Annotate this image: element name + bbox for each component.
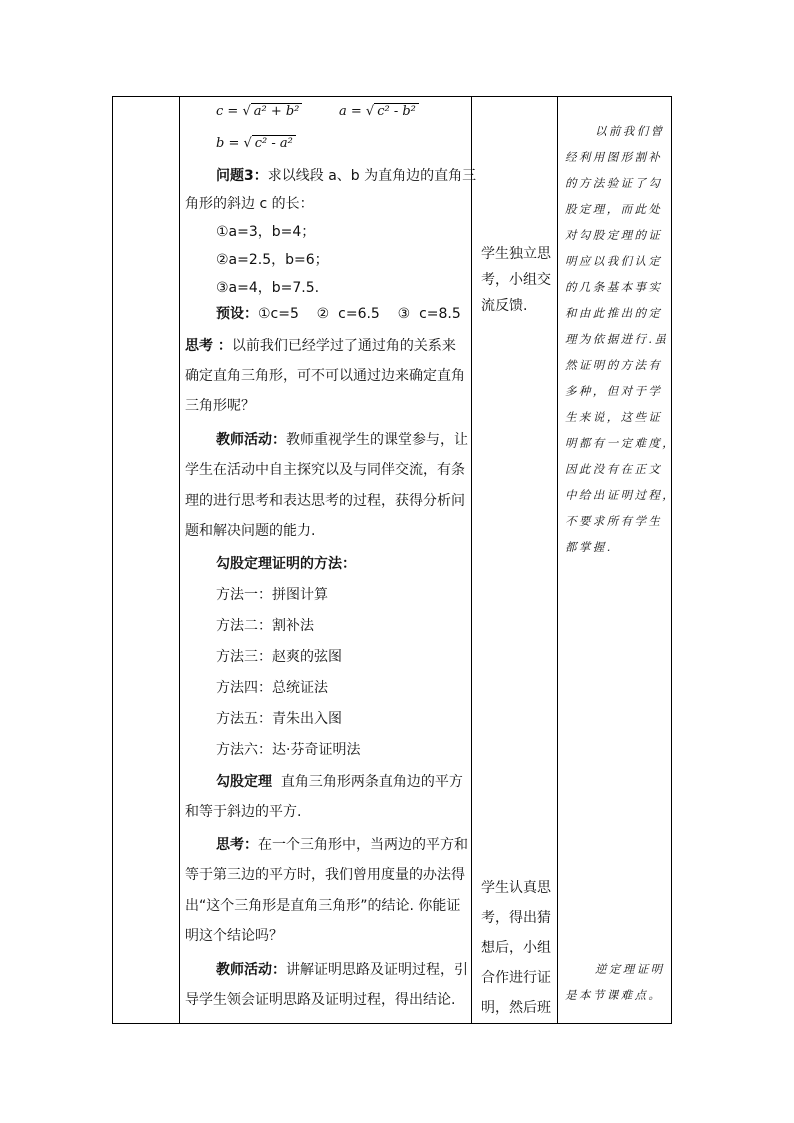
note1-line: 理为依据进行.虽 [565, 332, 669, 346]
note1-line: 股定理，而此处 [565, 202, 663, 216]
teacher1-line1: 教师活动：教师重视学生的课堂参与，让 [216, 432, 468, 448]
teacher1-line2: 学生在活动中自主探究以及与同伴交流，有条 [185, 462, 465, 478]
student2-line: 学生认真思 [481, 880, 551, 896]
formula-c: c = √ a² + b² [216, 103, 302, 119]
teacher2-line2: 导学生领会证明思路及证明过程，得出结论. [185, 992, 456, 1008]
teacher2-line1: 教师活动：讲解证明思路及证明过程，引 [216, 962, 468, 978]
note1-line: 以前我们曾 [595, 124, 665, 138]
think2-line3: 出“这个三角形是直角三角形”的结论. 你能证 [185, 898, 461, 914]
note1-line: 生来说，这些证 [565, 410, 663, 424]
methods-title: 勾股定理证明的方法： [216, 556, 356, 572]
note1-line: 然证明的方法有 [565, 358, 663, 372]
think1-line3: 三角形呢？ [185, 398, 255, 414]
method-item: 方法三：赵爽的弦图 [216, 649, 342, 665]
note1-line: 和由此推出的定 [565, 306, 663, 320]
think2-line1: 思考：在一个三角形中，当两边的平方和 [216, 837, 468, 853]
note2-line: 逆定理证明 [595, 962, 665, 976]
problem3-item3: ③a=4，b=7.5. [216, 280, 320, 296]
note1-line: 中给出证明过程， [565, 488, 677, 502]
note1-line: 经利用图形割补 [565, 150, 663, 164]
method-item: 方法五：青朱出入图 [216, 711, 342, 727]
problem3-line1: 问题3：求以线段 a、b 为直角边的直角三 [216, 168, 477, 184]
student1-line: 考，小组交 [481, 272, 551, 288]
method-item: 方法六：达·芬奇证明法 [216, 742, 361, 758]
problem3-item2: ②a=2.5，b=6； [216, 252, 329, 268]
note1-line: 明应以我们认定 [565, 254, 663, 268]
student2-line: 考，得出猜 [481, 910, 551, 926]
note1-line: 不要求所有学生 [565, 514, 663, 528]
formula-a: a = √ c² - b² [339, 103, 419, 119]
student2-line: 想后，小组 [481, 940, 551, 956]
method-item: 方法一：拼图计算 [216, 587, 328, 603]
problem3-item1: ①a=3，b=4； [216, 224, 316, 240]
problem3-line2: 角形的斜边 c 的长： [185, 196, 314, 212]
formula-b: b = √ c² - a² [216, 135, 296, 151]
note1-line: 都掌握. [565, 540, 613, 554]
theorem-line1: 勾股定理 直角三角形两条直角边的平方 [216, 774, 463, 790]
note1-line: 明都有一定难度， [565, 436, 677, 450]
student-column [471, 97, 557, 1023]
student1-line: 流反馈. [481, 298, 528, 314]
teacher1-line4: 题和解决问题的能力. [185, 523, 316, 539]
student2-line: 明，然后班 [481, 1000, 551, 1016]
think1-line1: 思考 ：以前我们已经学过了通过角的关系来 [185, 338, 456, 354]
note1-line: 的几条基本事实 [565, 280, 663, 294]
think1-line2: 确定直角三角形，可不可以通过边来确定直角 [185, 368, 465, 384]
design-notes-column [557, 97, 677, 1023]
note2-line: 是本节课难点。 [565, 988, 663, 1002]
method-item: 方法二：割补法 [216, 618, 314, 634]
student2-line: 合作进行证 [481, 970, 551, 986]
theorem-line2: 和等于斜边的平方. [185, 804, 302, 820]
note1-line: 的方法验证了勾 [565, 176, 663, 190]
content-column [179, 97, 477, 1023]
note1-line: 因此没有在正文 [565, 462, 663, 476]
preset-answers: 预设：①c=5 ② c=6.5 ③ c=8.5 [216, 306, 461, 322]
think2-line2: 等于第三边的平方时，我们曾用度量的办法得 [185, 867, 465, 883]
note1-line: 多种，但对于学 [565, 384, 663, 398]
lesson-table [112, 96, 677, 1024]
think2-line4: 明这个结论吗？ [185, 928, 283, 944]
method-item: 方法四：总统证法 [216, 680, 328, 696]
note1-line: 对勾股定理的证 [565, 228, 663, 242]
teacher1-line3: 理的进行思考和表达思考的过程，获得分析问 [185, 493, 465, 509]
student1-line: 学生独立思 [481, 246, 551, 262]
